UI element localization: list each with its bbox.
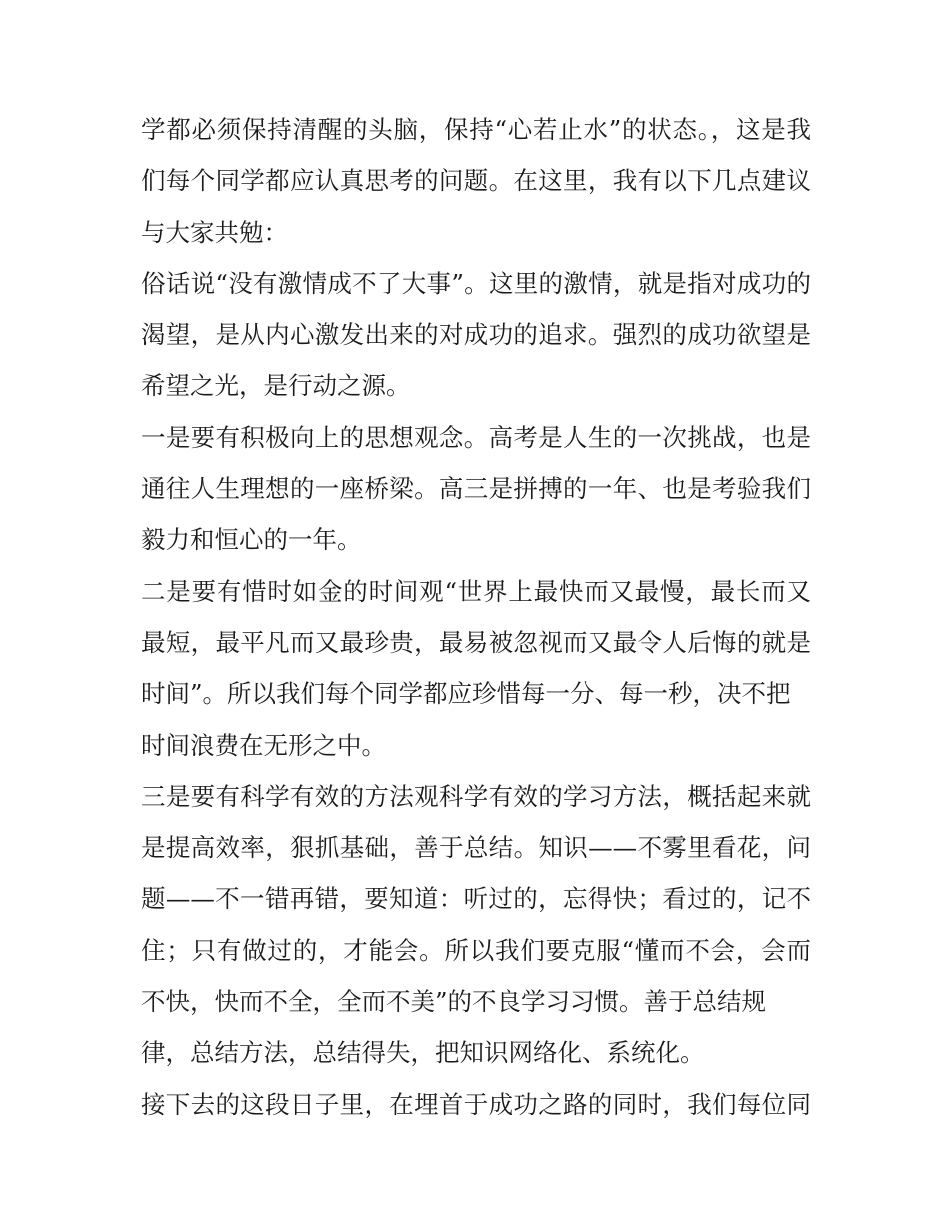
document-body xyxy=(141,104,811,1130)
text-line: 希望之光，是行动之源。 xyxy=(141,371,411,401)
text-line: 一是要有积极向上的思想观念。高考是人生的一次挑战，也是 xyxy=(141,422,811,452)
text-line: 是提高效率，狠抓基础，善于总结。知识——不雾里看花，问 xyxy=(141,833,811,863)
text-line: 不快，快而不全，全而不美”的不良学习习惯。善于总结规 xyxy=(141,987,767,1017)
text-line: 渴望，是从内心激发出来的对成功的追求。强烈的成功欲望是 xyxy=(141,320,811,350)
text-line: 时间”。所以我们每个同学都应珍惜每一分、每一秒，决不把 xyxy=(141,679,791,709)
text-line: 最短，最平凡而又最珍贵，最易被忽视而又最令人后悔的就是 xyxy=(141,627,811,657)
text-line: 通往人生理想的一座桥梁。高三是拼搏的一年、也是考验我们 xyxy=(141,474,811,504)
text-line: 接下去的这段日子里，在埋首于成功之路的同时，我们每位同 xyxy=(141,1089,811,1119)
text-line: 俗话说“没有激情成不了大事”。这里的激情，就是指对成功的 xyxy=(141,268,811,298)
text-line: 住；只有做过的，才能会。所以我们要克服“懂而不会，会而 xyxy=(141,935,811,965)
text-line: 三是要有科学有效的方法观科学有效的学习方法，概括起来就 xyxy=(141,781,811,811)
text-line: 二是要有惜时如金的时间观“世界上最快而又最慢，最长而又 xyxy=(141,576,811,606)
text-line: 毅力和恒心的一年。 xyxy=(141,525,362,555)
text-line: 们每个同学都应认真思考的问题。在这里，我有以下几点建议 xyxy=(141,166,811,196)
text-line: 律，总结方法，总结得失，把知识网络化、系统化。 xyxy=(141,1038,705,1068)
text-line: 题——不一错再错，要知道：听过的，忘得快；看过的，记不 xyxy=(141,884,811,914)
text-line: 时间浪费在无形之中。 xyxy=(141,730,386,760)
text-line: 学都必须保持清醒的头脑，保持“心若止水”的状态。，这是我 xyxy=(141,115,811,144)
text-line: 与大家共勉： xyxy=(141,217,288,247)
